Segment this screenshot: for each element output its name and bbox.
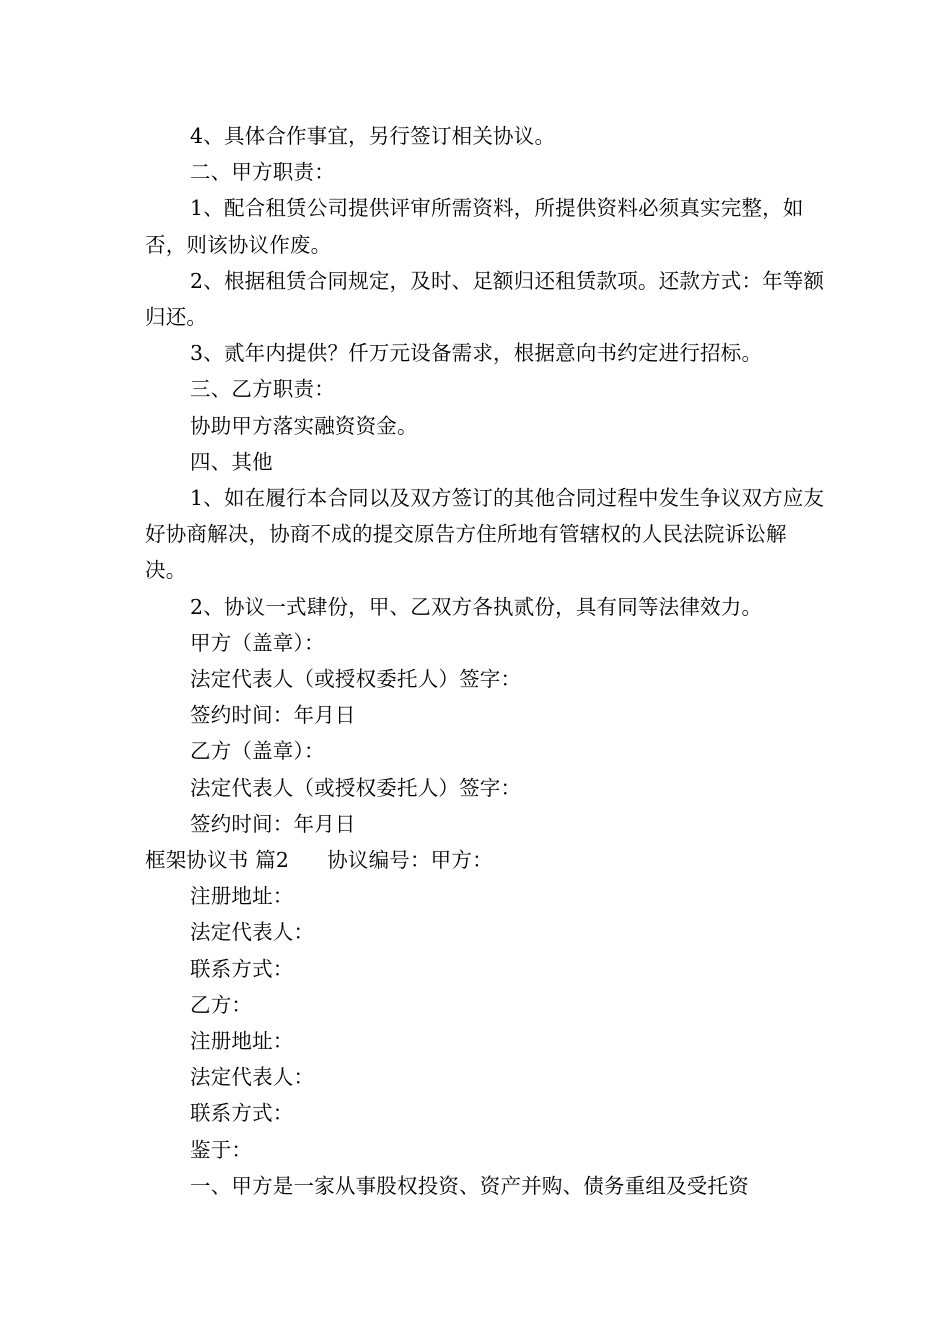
- party-field: 法定代表人：: [190, 920, 315, 945]
- signature-line: 甲方（盖章）：: [190, 630, 325, 655]
- party-field: 注册地址：: [190, 884, 294, 909]
- paragraph: 鉴于：: [190, 1137, 253, 1162]
- paragraph: 2、协议一式肆份，甲、乙双方各执贰份，具有同等法律效力。: [190, 594, 763, 619]
- paragraph: 1、配合租赁公司提供评审所需资料，所提供资料必须真实完整，如否，则该协议作废。: [145, 196, 804, 257]
- party-field: 法定代表人：: [190, 1065, 315, 1090]
- paragraph: 一、甲方是一家从事股权投资、资产并购、债务重组及受托资: [190, 1173, 749, 1198]
- section-heading-title: 框架协议书 篇2: [145, 848, 290, 873]
- paragraph: 4、具体合作事宜，另行签订相关协议。: [190, 124, 556, 148]
- section-heading-subtitle: 协议编号：甲方：: [327, 848, 493, 873]
- party-field: 注册地址：: [190, 1029, 294, 1054]
- signature-line: 法定代表人（或授权委托人）签字：: [190, 667, 522, 692]
- party-field: 乙方：: [190, 992, 253, 1017]
- paragraph: 3、贰年内提供？仟万元设备需求，根据意向书约定进行招标。: [190, 341, 763, 366]
- signature-line: 乙方（盖章）：: [190, 739, 325, 764]
- paragraph: 协助甲方落实融资资金。: [190, 413, 418, 438]
- party-field: 联系方式：: [190, 956, 294, 981]
- section-title: 三、乙方职责：: [190, 377, 335, 402]
- signature-line: 签约时间：年月日: [190, 811, 356, 836]
- document-body: [145, 118, 825, 1204]
- section-heading: [145, 842, 825, 878]
- paragraph: 2、根据租赁合同规定，及时、足额归还租赁款项。还款方式：年等额归还。: [145, 268, 825, 330]
- section-title: 四、其他: [190, 449, 273, 474]
- section-title: 二、甲方职责：: [190, 160, 335, 185]
- signature-line: 法定代表人（或授权委托人）签字：: [190, 775, 522, 800]
- signature-line: 签约时间：年月日: [190, 703, 356, 728]
- party-field: 联系方式：: [190, 1101, 294, 1126]
- paragraph: 1、如在履行本合同以及双方签订的其他合同过程中发生争议双方应友好协商解决，协商不成的提交原告方住所地有管辖权的人民法院诉讼解决。: [145, 486, 825, 583]
